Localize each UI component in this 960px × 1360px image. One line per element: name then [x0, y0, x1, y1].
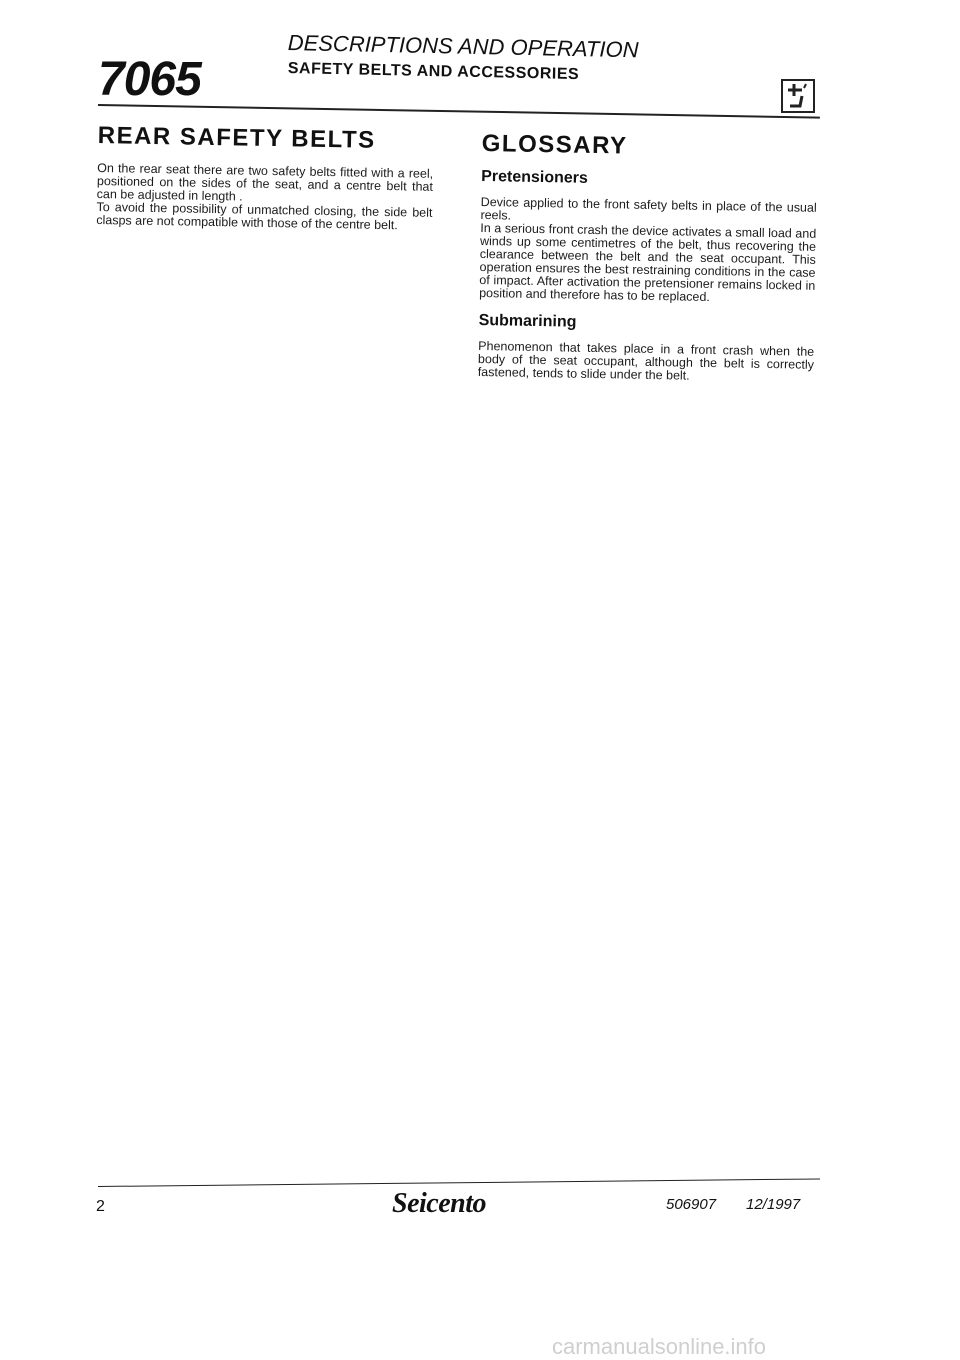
section-heading: REAR SAFETY BELTS — [97, 122, 376, 154]
document-code: 506907 — [666, 1196, 717, 1213]
document-date: 12/1997 — [746, 1196, 801, 1213]
header-rule — [98, 104, 820, 119]
glossary-section — [478, 130, 818, 385]
header-subtitle: SAFETY BELTS AND ACCESSORIES — [287, 60, 580, 84]
paragraph: On the rear seat there are two safety belts fitted with a reel, positioned on the sides of the seat, and a centre belt that can be adjusted in length . — [96, 160, 434, 204]
watermark: carmanualsonline.info — [552, 1334, 767, 1359]
header-category: DESCRIPTIONS AND OPERATION — [287, 30, 639, 63]
section-number: 7065 — [98, 53, 201, 106]
page-number: 2 — [96, 1198, 105, 1215]
glossary-term: Pretensioners — [481, 167, 589, 187]
glossary-definition: Phenomenon that takes place in a front crash when the body of the seat occupant, although the belt is correctly fastened, tends to slide under the belt. — [477, 338, 815, 383]
paragraph: To avoid the possibility of unmatched closing, the side belt clasps are not compatible with those of the centre belt. — [96, 199, 433, 233]
glossary-definition: Device applied to the front safety belts in place of the usual reels. — [480, 194, 817, 223]
rear-safety-belts-section — [96, 122, 434, 233]
seat-belt-pictogram-icon — [780, 78, 816, 114]
footer-rule — [98, 1178, 820, 1187]
glossary-heading: GLOSSARY — [481, 130, 628, 160]
brand-logo: Seicento — [392, 1188, 486, 1219]
glossary-term: Submarining — [478, 311, 577, 331]
glossary-definition: In a serious front crash the device activates a small load and winds up some centimetres of the belt, thus recovering the clearance between the belt and the seat occupant. This operation ensures the best restraining conditions in the case of impact. After activation the pretensioner remains locked in position and therefore has to be replaced. — [479, 220, 817, 305]
